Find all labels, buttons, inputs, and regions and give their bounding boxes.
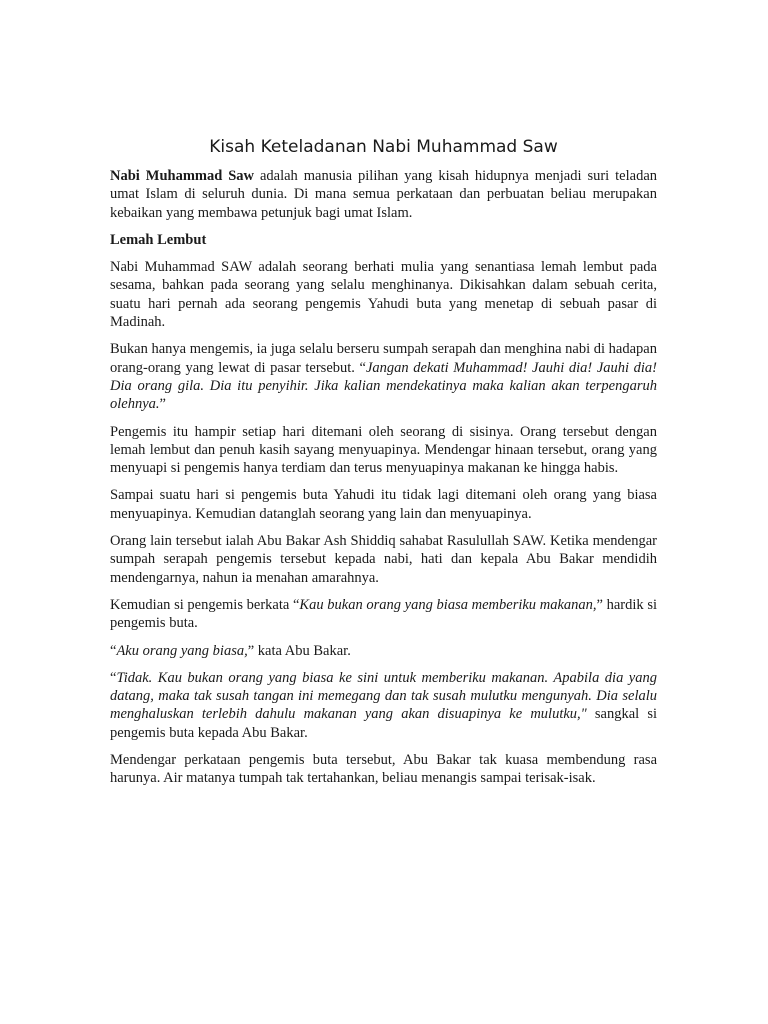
paragraph-4: Sampai suatu hari si pengemis buta Yahudi itu tidak lagi ditemani oleh orang yang biasa menyuapinya. Kemudian datanglah seorang yang lain dan menyuapinya. [110,487,657,522]
paragraph-2-lead: Bukan hanya mengemis, ia juga selalu berseru sumpah serapah dan menghina nabi di hadapan orang-orang yang lewat di pasar tersebut. “ [110,341,657,376]
intro-paragraph [110,167,657,222]
paragraph-8-quote: Tidak. Kau bukan orang yang biasa ke sini untuk memberiku makanan. Apabila dia yang datang, maka tak susah tangan ini memegang dan tak susah mulutku mengunyah. Dia selalu menghaluskan terlebih dahulu makanan yang akan disuapinya ke mulutku," [110,669,657,723]
paragraph-6-quote: Kau bukan orang yang biasa memberiku makanan, [299,596,597,613]
intro-text: adalah manusia pilihan yang kisah hidupnya menjadi suri teladan umat Islam di seluruh dunia. Di mana semua perkataan dan perbuatan beliau merupakan kebaikan yang membawa petunjuk bagi umat Islam. [110,168,658,221]
paragraph-2-quote: Jangan dekati Muhammad! Jauhi dia! Jauhi dia! Dia orang gila. Dia itu penyihir. Jika kalian mendekatinya maka kalian akan terpengaruh olehnya. [110,359,658,413]
paragraph-9: Mendengar perkataan pengemis buta tersebut, Abu Bakar tak kuasa membendung rasa harunya. Air matanya tumpah tak tertahankan, beliau menangis sampai terisak-isak. [110,752,657,787]
paragraph-7 [110,642,657,660]
section-heading: Lemah Lembut [110,231,207,248]
paragraph-8 [110,669,657,742]
paragraph-1: Nabi Muhammad SAW adalah seorang berhati mulia yang senantiasa lemah lembut pada sesama, bahkan pada seorang yang selalu menghinanya. Dikisahkan dalam sebuah cerita, suatu hari pernah ada seorang pengemis Yahudi buta yang menetap di sebuah pasar di Madinah. [110,259,657,331]
paragraph-8-tail: sangkal si pengemis buta kepada Abu Bakar. [110,706,657,741]
paragraph-2-tail: ” [159,396,166,413]
intro-bold-name: Nabi Muhammad Saw [110,168,255,184]
paragraph-7-quote: Aku orang yang biasa, [116,642,248,659]
paragraph-6-tail: ” hardik si pengemis buta. [110,596,657,632]
paragraph-7-tail: ” kata Abu Bakar. [247,642,351,659]
document-page [110,136,657,797]
paragraph-8-lead: “ [110,669,117,686]
paragraph-3: Pengemis itu hampir setiap hari ditemani oleh seorang di sisinya. Orang tersebut dengan lemah lembut dan penuh kasih sayang menyuapinya. Mendengar hinaan tersebut, orang yang menyuapi si pengemis hanya terdiam dan terus menyuapinya makanan ke hingga habis. [110,423,657,477]
paragraph-2 [110,340,657,413]
paragraph-7-lead: “ [110,642,117,659]
paragraph-5: Orang lain tersebut ialah Abu Bakar Ash Shiddiq sahabat Rasulullah SAW. Ketika mendengar sumpah serapah pengemis tersebut kepada nabi, hati dan kepala Abu Bakar mendidih mendengarnya, nahun ia menahan amarahnya. [110,533,657,586]
paragraph-6 [110,596,657,633]
document-title: Kisah Keteladanan Nabi Muhammad Saw [209,137,558,157]
paragraph-6-lead: Kemudian si pengemis berkata “ [110,596,300,613]
